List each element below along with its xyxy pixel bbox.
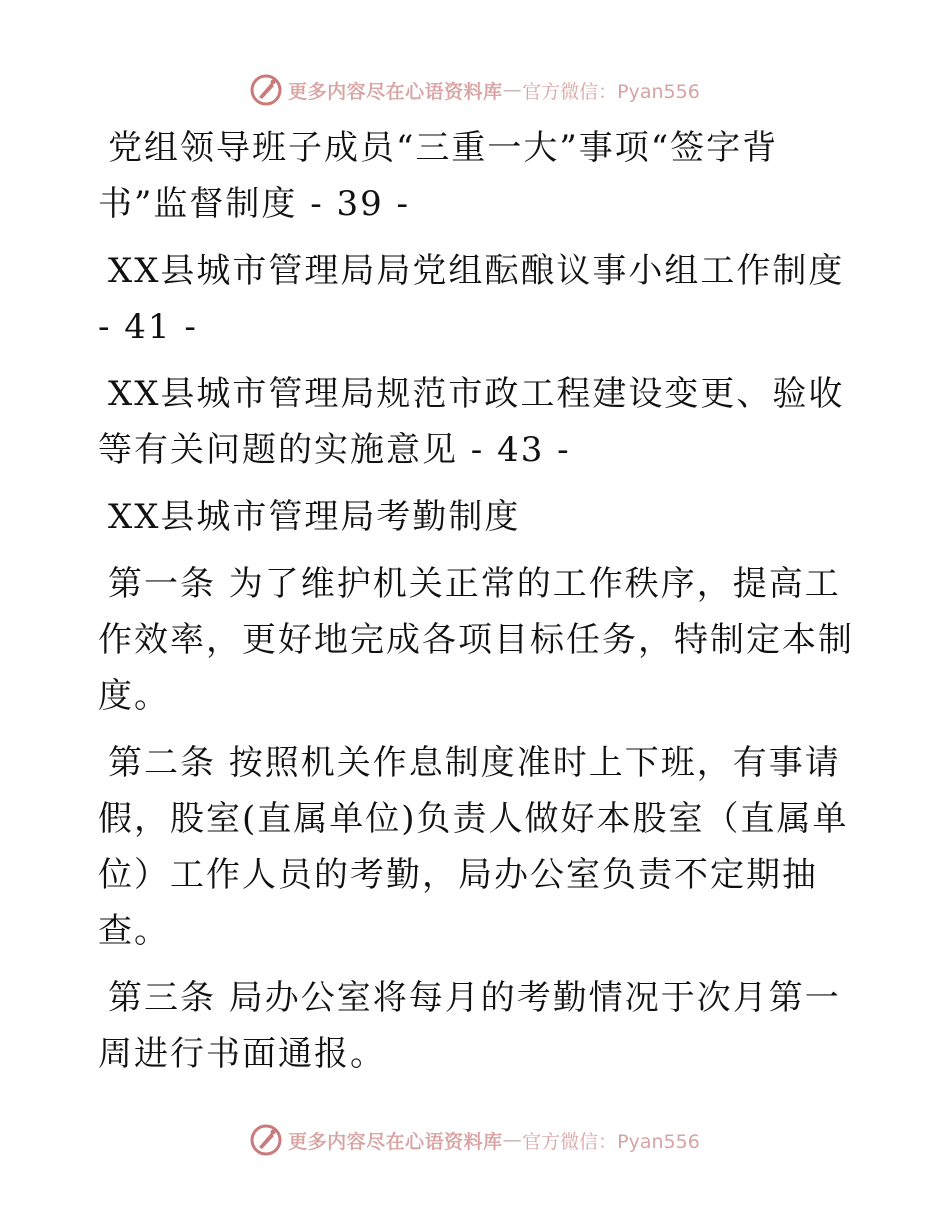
article-1: 第一条 为了维护机关正常的工作秩序，提高工作效率，更好地完成各项目标任务，特制定本制度。 xyxy=(98,564,854,716)
article-3: 第三条 局办公室将每月的考勤情况于次月第一周进行书面通报。 xyxy=(98,978,841,1074)
pen-logo-icon xyxy=(250,1124,282,1156)
watermark-text: 更多内容尽在心语资料库 xyxy=(288,80,503,103)
toc-entry-signing-supervision: 党组领导班子成员“三重一大”事项“签字背书”监督制度 - 39 - xyxy=(98,128,779,224)
watermark-contact: 官方微信：Pyan556 xyxy=(522,80,700,103)
article-2: 第二条 按照机关作息制度准时上下班，有事请假，股室(直属单位)负责人做好本股室（直属单位）工作人员的考勤，局办公室负责不定期抽查。 xyxy=(98,743,849,951)
watermark-separator: — xyxy=(502,1129,523,1151)
watermark-separator: — xyxy=(502,79,523,101)
watermark-text: 更多内容尽在心语资料库 xyxy=(288,1130,503,1153)
header-watermark xyxy=(0,70,950,110)
document-body xyxy=(98,120,858,1093)
footer-watermark xyxy=(0,1120,950,1160)
toc-entry-deliberation-group: XX县城市管理局局党组酝酿议事小组工作制度 - 41 - xyxy=(98,251,845,347)
section-title-attendance: XX县城市管理局考勤制度 xyxy=(108,497,521,537)
pen-logo-icon xyxy=(250,74,282,106)
toc-entry-municipal-engineering: XX县城市管理局规范市政工程建设变更、验收等有关问题的实施意见 - 43 - xyxy=(98,374,845,470)
watermark-contact: 官方微信：Pyan556 xyxy=(522,1130,700,1153)
